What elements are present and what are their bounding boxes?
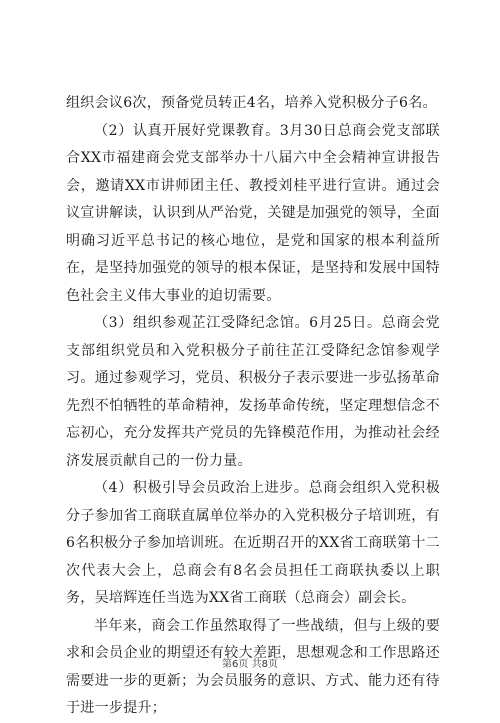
paragraph-continuation: 组织会议6次，预备党员转正4名，培养入党积极分子6名。 bbox=[66, 95, 437, 111]
paragraph-party-lecture: （2）认真开展好党课教育。3月30日总商会党支部联合XX市福建商会党支部举办十八届六中全会精神宣讲报告会，邀请XX市讲师团主任、教授刘桂平进行宣讲。通过会议宣讲解读，认识到从严治党，关键是加强党的领导，全面明确习近平总书记的核心地位，是党和国家的根本利益所在，是坚持加强党的领导的根本保证，是坚持和发展中国特色社会主义伟大事业的迫切需要。 bbox=[66, 122, 440, 304]
page-number-footer: 第6页 共8页 bbox=[222, 659, 278, 670]
paragraph-political-guidance: （4）积极引导会员政治上进步。总商会组织入党积极分子参加省工商联直属单位举办的入党积极分子培训班，有6名积极分子参加培训班。在近期召开的XX省工商联第十二次代表大会上，总商会有8名会员担任工商联执委以上职务，吴培辉连任当选为XX省工商联（总商会）副会长。 bbox=[66, 480, 440, 606]
paragraph-half-year-summary: 半年来，商会工作虽然取得了一些战绩，但与上级的要求和会员企业的期望还有较大差距，思想观念和工作思路还需要进一步的更新；为会员服务的意识、方式、能力还有待于进一步提升； bbox=[66, 617, 440, 716]
paragraph-memorial-visit: （3）组织参观芷江受降纪念馆。6月25日。总商会党支部组织党员和入党积极分子前往芷江受降纪念馆参观学习。通过参观学习，党员、积极分子表示要进一步弘扬革命先烈不怕牺牲的革命精神，发扬革命传统，坚定理想信念不忘初心，充分发挥共产党员的先锋模范作用，为推动社会经济发展贡献自己的一份力量。 bbox=[66, 315, 440, 469]
document-body bbox=[66, 90, 440, 723]
